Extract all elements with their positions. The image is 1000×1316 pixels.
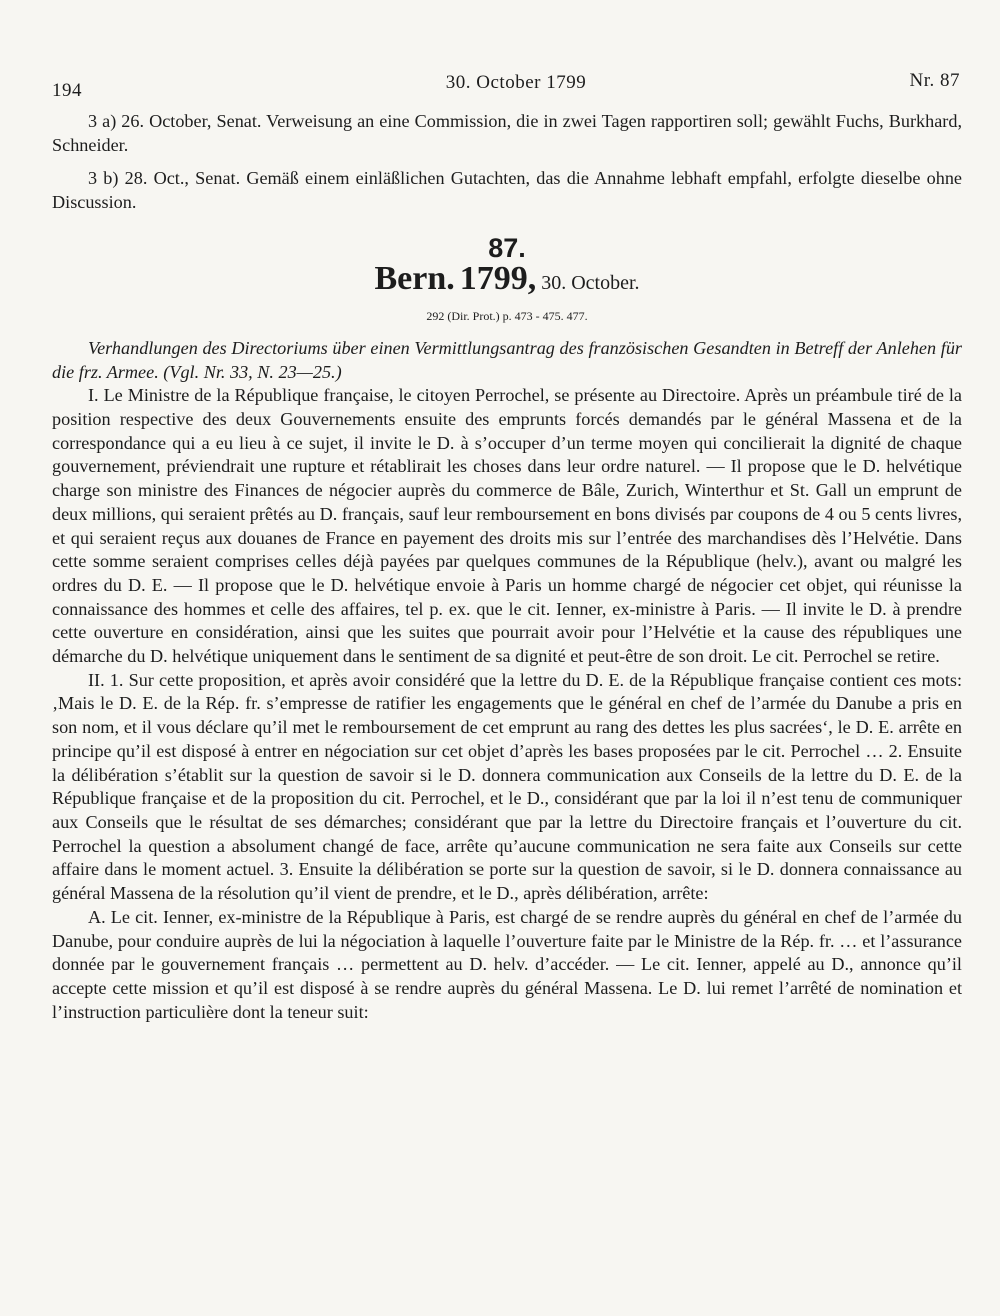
document-dateline (52, 259, 962, 297)
page-number: 194 (52, 80, 82, 101)
page-header (52, 70, 960, 104)
document-reference: Nr. 87 (909, 70, 960, 91)
document-date: 30. October. (541, 271, 640, 294)
note-3a: 3 a) 26. October, Senat. Verweisung an eine Commission, die in zwei Tagen rapportiren soll; gewählt Fuchs, Burkhard, Schneider. (52, 111, 962, 155)
document-summary: Verhandlungen des Directoriums über einen Vermittlungsantrag des französischen Gesandten in Betreff der Anlehen für die frz. Armee. (Vgl. Nr. 33, N. 23—25.) (52, 337, 962, 382)
page-body (52, 110, 962, 1024)
paragraph-2: II. 1. Sur cette proposition, et après avoir considéré que la lettre du D. E. de la République française contient ces mots: ‚Mais le D. E. de la Rép. fr. s’empresse de ratifier les engagements que le général en chef de l’armée du Danube a pris en son nom, et il vous déclare qu’il met le remboursement de cet emprunt au rang des dettes les plus sacrées‘, le D. E. arrête en principe qu’il est disposé à entrer en négociation sur cet objet d’après les bases proposées par le cit. Perrochel … 2. Ensuite la délibération s’établit sur la question de savoir si le D. donnera communication aux Conseils de la lettre du D. E. de la République française et de la proposition du cit. Perrochel, et le D., considérant que par la loi il n’est tenu de communiquer aux Conseils que le résultat de ses démarches; considérant que par la lettre du Directoire français et l’ouverture du cit. Perrochel la question a absolument changé de face, arrête qu’aucune communication ne sera faite aux Conseils sur cette affaire dans le moment actuel. 3. Ensuite la délibération se porte sur la question de savoir, si le D. donnera connaissance au général Massena de la résolution qu’il vient de prendre, et le D., après délibération, arrête: (52, 669, 962, 904)
document-place: Bern. (374, 259, 455, 297)
document-year: 1799, (459, 259, 537, 297)
document-number: 87. (488, 232, 526, 263)
preceding-notes (52, 110, 962, 215)
paragraph-3: A. Le cit. Ienner, ex-ministre de la République à Paris, est chargé de se rendre auprès du général en chef de l’armée du Danube, pour conduire auprès de lui la négociation à laquelle l’ouverture faite par le Ministre de la Rép. fr. … et l’assurance donnée par le gouvernement français … permettent au D. helv. d’accéder. — Le cit. Ienner, appelé au D., annonce qu’il accepte cette mission et qu’il est disposé à se rendre auprès du général Massena. Le D. lui remet l’arrêté de nomination et l’instruction particulière dont la teneur suit: (52, 906, 962, 1022)
running-title: 30. October 1799 (445, 72, 587, 93)
paragraph-1: I. Le Ministre de la République française, le citoyen Perrochel, se présente au Directoire. Après un préambule tiré de la position respective des deux Gouvernements ensuite des emprunts forcés demandés par le général Massena et de la correspondance qui a eu lieu à ce sujet, il invite le D. à s’occuper d’un terme moyen qui concilierait la dignité de chaque gouvernement, préviendrait une rupture et rétablirait les choses dans leur ordre naturel. — Il propose que le D. helvétique charge son ministre des Finances de négocier auprès du commerce de Bâle, Zurich, Winterthur et St. Gall un emprunt de deux millions, qui seraient prêtés au D. français, sauf leur remboursement en bons divisés par coupons de 4 ou 5 cents livres, et qui seraient reçus aux douanes de France en payement des droits mis sur l’entrée des marchandises dès l’Helvétie. Dans cette somme seraient comprises celles déjà payées par quelques communes de la République (helv.), avant ou malgré les ordres du D. E. — Il propose que le D. helvétique envoie à Paris un homme chargé de négocier cet objet, qui réunisse la connaissance des hommes et celle des affaires, tel p. ex. que le cit. Ienner, ex-ministre à Paris. — Il invite le D. à prendre cette ouverture en considération, ainsi que les suites que pourrait avoir pour l’Helvétie et la cause des républiques une démarche du D. helvétique uniquement dans le sentiment de sa dignité et peut-être de son droit. Le cit. Perrochel se retire. (52, 385, 962, 667)
note-3b: 3 b) 28. Oct., Senat. Gemäß einem einläßlichen Gutachten, das die Annahme lebhaft empfahl, erfolgte dieselbe ohne Discussion. (52, 168, 962, 213)
document-source: 292 (Dir. Prot.) p. 473 - 475. 477. (426, 309, 588, 324)
